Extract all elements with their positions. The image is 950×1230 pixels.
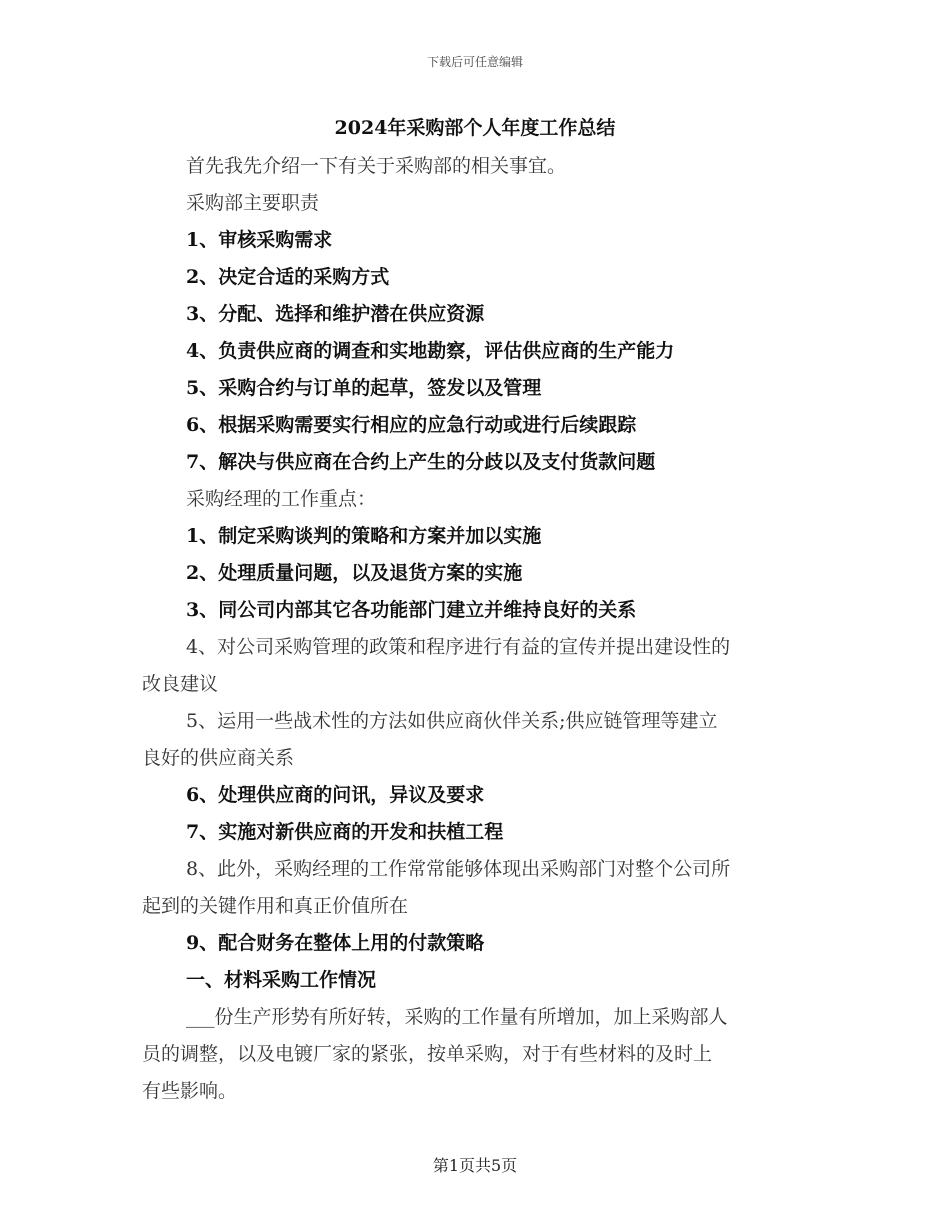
page-header-note: 下载后可任意编辑 [426, 55, 523, 69]
document-title: 2024年采购部个人年度工作总结 [334, 117, 616, 139]
body-line-continued: 有些影响。 [142, 1080, 238, 1102]
focus-item: 5、运用一些战术性的方法如供应商伙伴关系;供应链管理等建立 [186, 710, 718, 732]
body-line-continued: 员的调整，以及电镀厂家的紧张，按单采购，对于有些材料的及时上 [142, 1043, 713, 1065]
section-heading-manager-focus: 采购经理的工作重点： [186, 488, 377, 510]
focus-item: 7、实施对新供应商的开发和扶植工程 [186, 821, 504, 843]
focus-item: 3、同公司内部其它各功能部门建立并维持良好的关系 [186, 599, 637, 621]
focus-item-continued: 改良建议 [142, 673, 219, 695]
focus-item: 9、配合财务在整体上用的付款策略 [186, 932, 485, 954]
duty-item: 3、分配、选择和维护潜在供应资源 [186, 303, 485, 325]
section-heading-materials: 一、材料采购工作情况 [186, 969, 377, 991]
focus-item-continued: 起到的关键作用和真正价值所在 [142, 895, 409, 917]
focus-item: 1、制定采购谈判的策略和方案并加以实施 [186, 525, 542, 547]
focus-item: 4、对公司采购管理的政策和程序进行有益的宣传并提出建设性的 [186, 636, 731, 658]
duty-item: 7、解决与供应商在合约上产生的分歧以及支付货款问题 [186, 451, 656, 473]
section-heading-duties: 采购部主要职责 [186, 192, 320, 214]
page-number: 第1页共5页 [432, 1156, 518, 1175]
duty-item: 2、决定合适的采购方式 [186, 266, 390, 288]
focus-item: 8、此外，采购经理的工作常常能够体现出采购部门对整个公司所 [186, 858, 731, 880]
duty-item: 5、采购合约与订单的起草，签发以及管理 [186, 377, 542, 399]
focus-item: 2、处理质量问题，以及退货方案的实施 [186, 562, 523, 584]
duty-item: 1、审核采购需求 [186, 229, 333, 251]
body-line: ___份生产形势有所好转，采购的工作量有所增加，加上采购部人 [186, 1006, 728, 1028]
duty-item: 6、根据采购需要实行相应的应急行动或进行后续跟踪 [186, 414, 637, 436]
focus-item: 6、处理供应商的问讯，异议及要求 [186, 784, 485, 806]
duty-item: 4、负责供应商的调查和实地勘察，评估供应商的生产能力 [186, 340, 675, 362]
focus-item-continued: 良好的供应商关系 [142, 747, 295, 769]
body-line: 首先我先介绍一下有关于采购部的相关事宜。 [186, 155, 567, 177]
document-body [142, 148, 812, 1110]
